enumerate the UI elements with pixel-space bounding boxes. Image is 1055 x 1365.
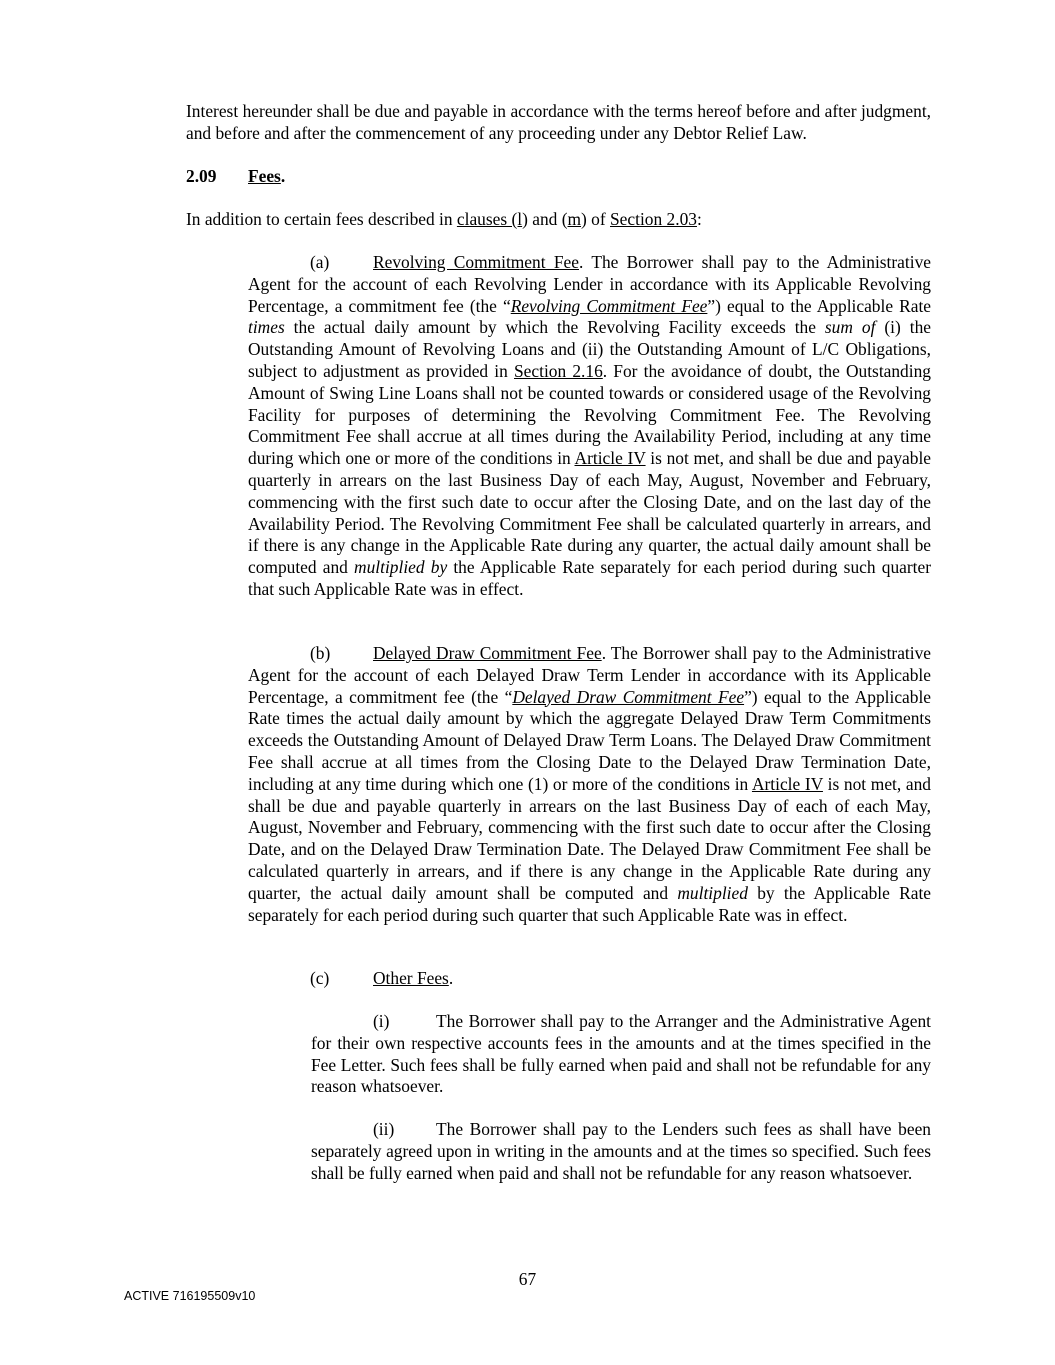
section-heading (186, 166, 285, 188)
clause-label: (b) (310, 643, 331, 663)
clause-text: The Borrower shall pay to the Lenders such fees as shall have been separately agreed upon in writing in the amounts and at the times so specified. Such fees shall be fully earned when paid and shall not be refundable for any reason whatsoever. (311, 1119, 931, 1183)
cross-reference: Section 2.16 (514, 360, 603, 381)
clause-text: . The Borrower shall pay to the Administrative Agent for the account of each Revolving Lender in accordance with its Applicable Revolving Percentage, a commitment fee (the “ (248, 252, 931, 316)
section-title-period: . (280, 166, 286, 186)
lead-paragraph (186, 209, 931, 231)
clause-text: . For the avoidance of doubt, the Outstanding Amount of Swing Line Loans shall not be counted towards or considered usage of the Revolving Facility for purposes of determining the Revolving Commitment Fee. The Revolving Commitment Fee shall accrue at all times during the Availability Period, including at any time during which one or more of the conditions in (248, 360, 931, 469)
clause-a (248, 252, 931, 601)
emphasis: times (248, 317, 285, 338)
clause-text: the Applicable Rate separately for each period during such quarter that such Applicable Rate was in effect. (248, 557, 931, 599)
clause-c-i (311, 1011, 931, 1098)
clause-label: (a) (310, 252, 330, 272)
clause-text: The Borrower shall pay to the Arranger and the Administrative Agent for their own respective accounts fees in the amounts and at the times specified in the Fee Letter. Such fees shall be fully earned when paid and shall not be refundable for any reason whatsoever. (311, 1011, 931, 1097)
clause-label: (ii) (373, 1119, 395, 1139)
emphasis: multiplied (677, 882, 748, 903)
lead-text: In addition to certain fees described in (186, 209, 457, 229)
clause-label: (c) (310, 968, 330, 988)
intro-paragraph: Interest hereunder shall be due and payable in accordance with the terms hereof before and after judgment, and before and after the commencement of any proceeding under any Debtor Relief Law. (186, 101, 931, 143)
clause-label: (i) (373, 1011, 390, 1031)
clause-c-ii (311, 1119, 931, 1184)
lead-text: ) and ( (522, 209, 568, 229)
clause-title: Revolving Commitment Fee (373, 252, 579, 272)
clause-c (248, 968, 931, 990)
document-footer-id: ACTIVE 716195509v10 (124, 1289, 256, 1303)
clause-text: by the Applicable Rate separately for each period during such quarter that such Applicable Rate was in effect. (248, 882, 932, 925)
cross-reference: Article IV (574, 448, 646, 469)
clause-text: the actual daily amount by which the Revolving Facility exceeds the (284, 317, 825, 338)
emphasis: sum of (824, 317, 876, 338)
section-title: Fees (248, 166, 281, 186)
defined-term: Delayed Draw Commitment Fee (512, 686, 745, 707)
clause-text: ”) equal to the Applicable Rate times the actual daily amount by which the aggregate Delayed Draw Term Commitments exceeds the Outstanding Amount of Delayed Draw Term Loans. The Delayed Draw Commitment Fee shall accrue at all times from the Closing Date to the Delayed Draw Termination Date, including at any time during which one (1) or more of the conditions in (248, 686, 931, 794)
clause-text: ”) equal to the Applicable Rate (707, 295, 932, 316)
page-number: 67 (518, 1269, 537, 1289)
cross-reference: Article IV (751, 773, 823, 794)
clause-b (248, 643, 931, 926)
cross-reference: m (567, 209, 582, 229)
defined-term: Revolving Commitment Fee (510, 295, 708, 316)
lead-text: : (696, 209, 702, 229)
clause-text: . (448, 968, 454, 988)
clause-text: (i) the Outstanding Amount of Revolving Loans and (ii) the Outstanding Amount of L/C Obligations, subject to adjustment as provided in (248, 317, 931, 381)
lead-text: ) of (581, 209, 611, 229)
cross-reference: clauses (l (456, 209, 523, 229)
clause-text: . The Borrower shall pay to the Administrative Agent for the account of each Delayed Draw Term Lender in accordance with its Applicable Percentage, a commitment fee (the “ (248, 643, 931, 707)
clause-text: is not met, and shall be due and payable quarterly in arrears on the last Business Day of each May, August, November and February, commencing with the first such date to occur after the Closing Date, and on the last day of the Availability Period. The Revolving Commitment Fee shall be calculated quarterly in arrears, and if there is any change in the Applicable Rate during any quarter, the actual daily amount shall be computed and (248, 448, 931, 578)
clause-title: Other Fees (373, 968, 449, 988)
clause-title: Delayed Draw Commitment Fee (373, 643, 602, 663)
clause-text: is not met, and shall be due and payable quarterly in arrears on the last Business Day of each of each May, August, November and February, commencing with the first such date to occur after the Closing Date, and on the Delayed Draw Termination Date. The Delayed Draw Commitment Fee shall be calculated quarterly in arrears, and if there is any change in the Applicable Rate during any quarter, the actual daily amount shall be computed and (248, 773, 931, 903)
section-number: 2.09 (186, 166, 217, 186)
cross-reference: Section 2.03 (610, 209, 697, 229)
emphasis: multiplied by (354, 557, 448, 578)
